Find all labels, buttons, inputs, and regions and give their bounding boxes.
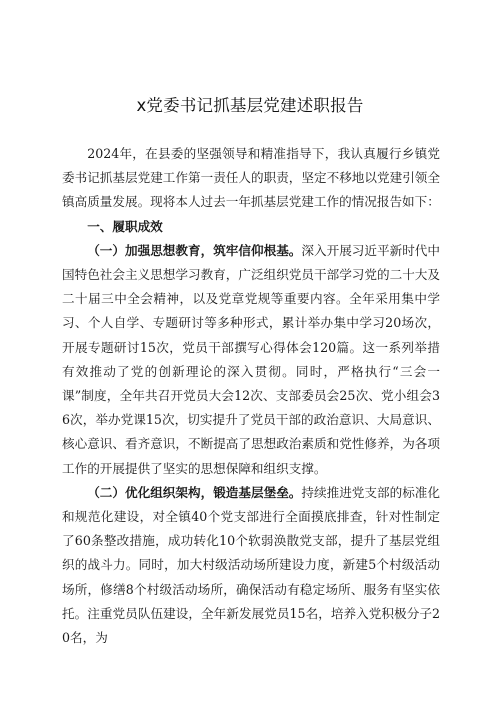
document-title: x党委书记抓基层党建述职报告 (136, 96, 364, 115)
subsection-heading-1: （一）加强思想教育，筑牢信仰根基。 (87, 242, 302, 258)
subsection-text-1: 深入开展习近平新时代中国特色社会主义思想学习教育，广泛组织党员干部学习党的二十大及二十届三中全会精神，以及党章党规等重要内容。全年采用集中学习、个人自学、专题研讨等多种形式，累计举办集中学习20场次，开展专题研讨15次，党员干部撰写心得体会120篇。这一系列举措有效推动了党的创新理论的深入贯彻。同时，严格执行“三会一课”制度，全年共召开党员大会12次、支部委员会25次、党小组会36次，举办党课15次，切实提升了党员干部的政治意识、大局意识、核心意识、看齐意识，不断提高了思想政治素质和党性修养，为各项工作的开展提供了坚实的思想保障和组织支撑。 (62, 242, 441, 476)
subsection-paragraph-1 (62, 239, 440, 481)
document-body (62, 142, 440, 650)
subsection-heading-2: （二）优化组织架构，锻造基层堡垒。 (87, 484, 302, 500)
subsection-text-2: 持续推进党支部的标准化和规范化建设，对全镇40个党支部进行全面摸底排查，针对性制定了60条整改措施，成功转化10个软弱涣散党支部，提升了基层党组织的战斗力。同时，加大村级活动场所建设力度，新建5个村级活动场所，修缮8个村级活动场所，确保活动有稳定场所、服务有坚实依托。注重党员队伍建设，全年新发展党员15名，培养入党积极分子20名，为 (62, 484, 441, 646)
section-heading: 一、履职成效 (87, 218, 163, 234)
subsection-paragraph-2 (62, 481, 440, 650)
intro-paragraph: 2024年，在县委的坚强领导和精准指导下，我认真履行乡镇党委书记抓基层党建工作第一责任人的职责，坚定不移地以党建引领全镇高质量发展。现将本人过去一年抓基层党建工作的情况报告如下： (62, 146, 440, 210)
